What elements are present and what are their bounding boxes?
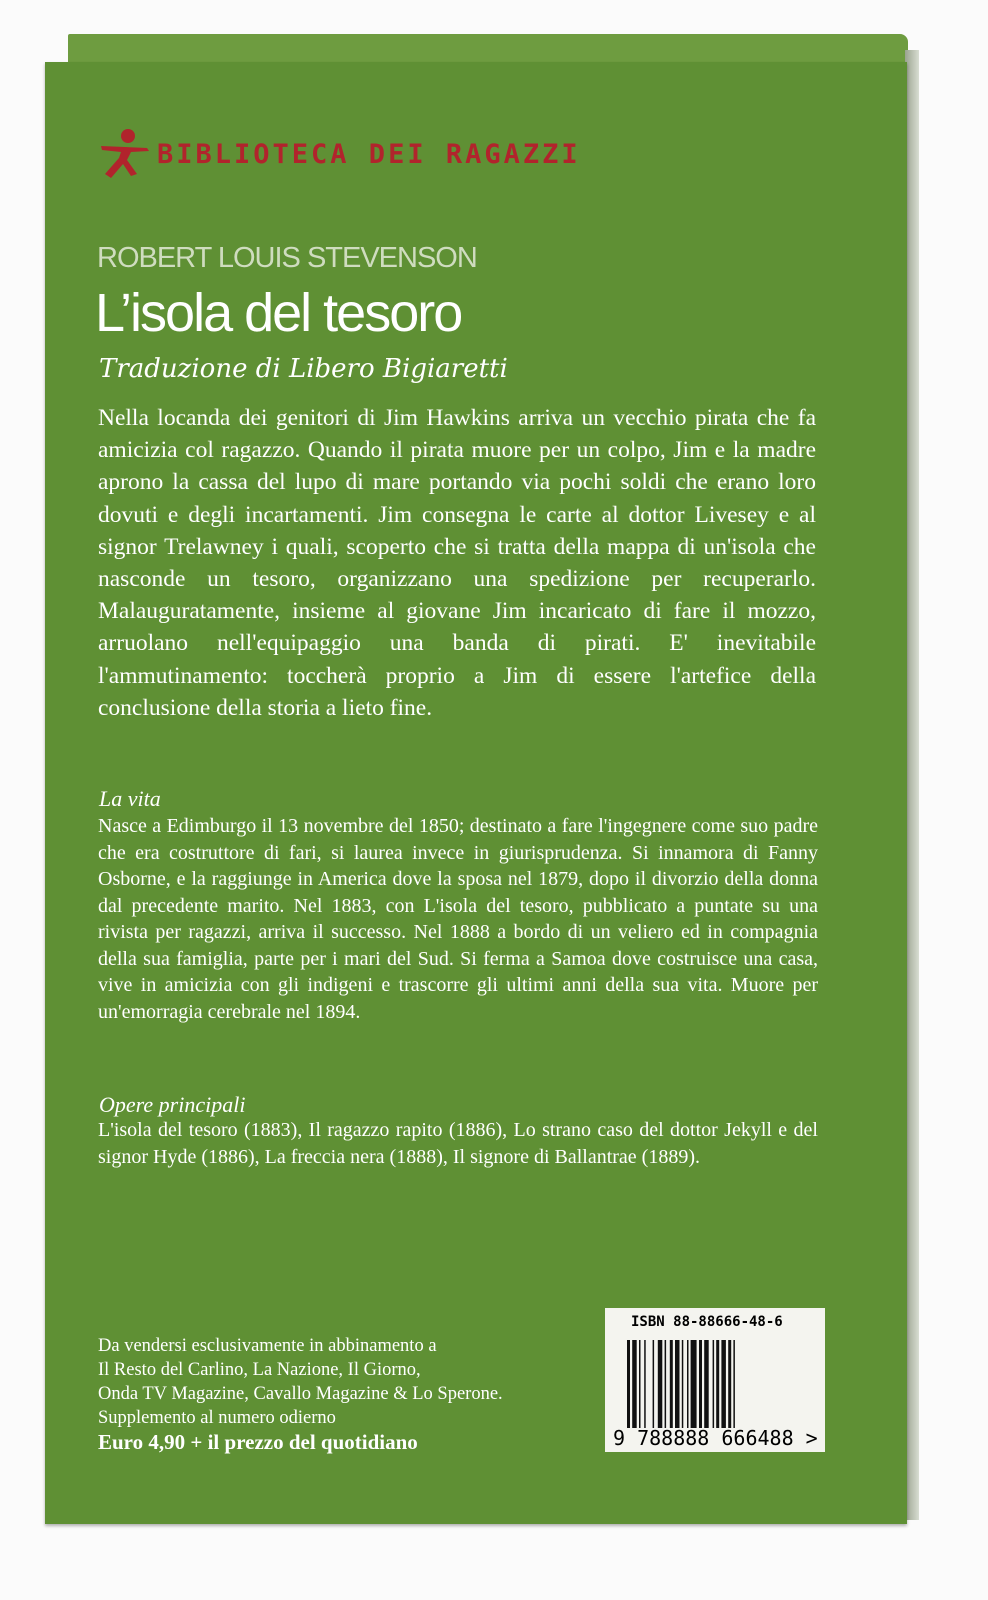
barcode-label <box>605 1308 825 1452</box>
author-name: ROBERT LOUIS STEVENSON <box>97 242 477 274</box>
series-logo <box>97 124 581 184</box>
translator: Traduzione di Libero Bigiaretti <box>99 354 508 384</box>
book-title: L’isola del tesoro <box>95 283 462 343</box>
ean-number: 9 788888 666488 > <box>613 1426 818 1450</box>
price: Euro 4,90 + il prezzo del quotidiano <box>98 1430 418 1454</box>
isbn: ISBN 88-88666-48-6 <box>631 1314 783 1330</box>
barcode-icon <box>627 1340 807 1428</box>
notice-line: Supplemento al numero odierno <box>98 1408 336 1428</box>
life-heading: La vita <box>99 786 161 811</box>
notice-line: Onda TV Magazine, Cavallo Magazine & Lo Sperone. <box>98 1384 503 1404</box>
notice-line: Da vendersi esclusivamente in abbinamento a <box>98 1336 437 1356</box>
back-cover <box>45 62 907 1524</box>
works-heading: Opere principali <box>99 1092 246 1117</box>
book-spine <box>905 50 919 1520</box>
notice-line: Il Resto del Carlino, La Nazione, Il Giorno, <box>98 1360 421 1380</box>
works-text: L'isola del tesoro (1883), Il ragazzo rapito (1886), Lo strano caso del dottor Jekyll e del signor Hyde (1886), La freccia nera (1888), Il signore di Ballantrae (1889). <box>98 1119 818 1168</box>
running-child-icon <box>97 124 153 184</box>
life-text: Nasce a Edimburgo il 13 novembre del 1850; destinato a fare l'ingegnere come suo padre che era costruttore di fari, si laurea invece in giurisprudenza. Si innamora di Fanny Osborne, e la raggiunge in America dove la sposa nel 1879, dopo il divorzio della donna dal precedente marito. Nel 1883, con L'isola del tesoro, pubblicato a puntate su una rivista per ragazzi, arriva il successo. Nel 1888 a bordo di un veliero ed in compagnia della sua famiglia, parte per i mari del Sud. Si ferma a Samoa dove costruisce una casa, vive in amicizia con gli indigeni e trascorre gli ultimi anni della sua vita. Muore per un'emorragia cerebrale nel 1894. <box>98 815 818 1023</box>
series-name: BIBLIOTECA DEI RAGAZZI <box>157 138 581 170</box>
cover-top-edge <box>68 34 908 64</box>
synopsis: Nella locanda dei genitori di Jim Hawkins arriva un vecchio pirata che fa amicizia col ragazzo. Quando il pirata muore per un colpo, Jim e la madre aprono la cassa del lupo di mare portando via pochi soldi che erano loro dovuti e degli incartamenti. Jim consegna le carte al dottor Livesey e al signor Trelawney i quali, scoperto che si tratta della mappa di un'isola che nasconde un tesoro, organizzano una spedizione per recuperarlo. Malauguratamente, insieme al giovane Jim incaricato di fare il mozzo, arruolano nell'equipaggio una banda di pirati. E' inevitabile l'ammutinamento: toccherà proprio a Jim di essere l'artefice della conclusione della storia a lieto fine. <box>98 405 816 721</box>
sale-notice <box>98 1334 503 1456</box>
